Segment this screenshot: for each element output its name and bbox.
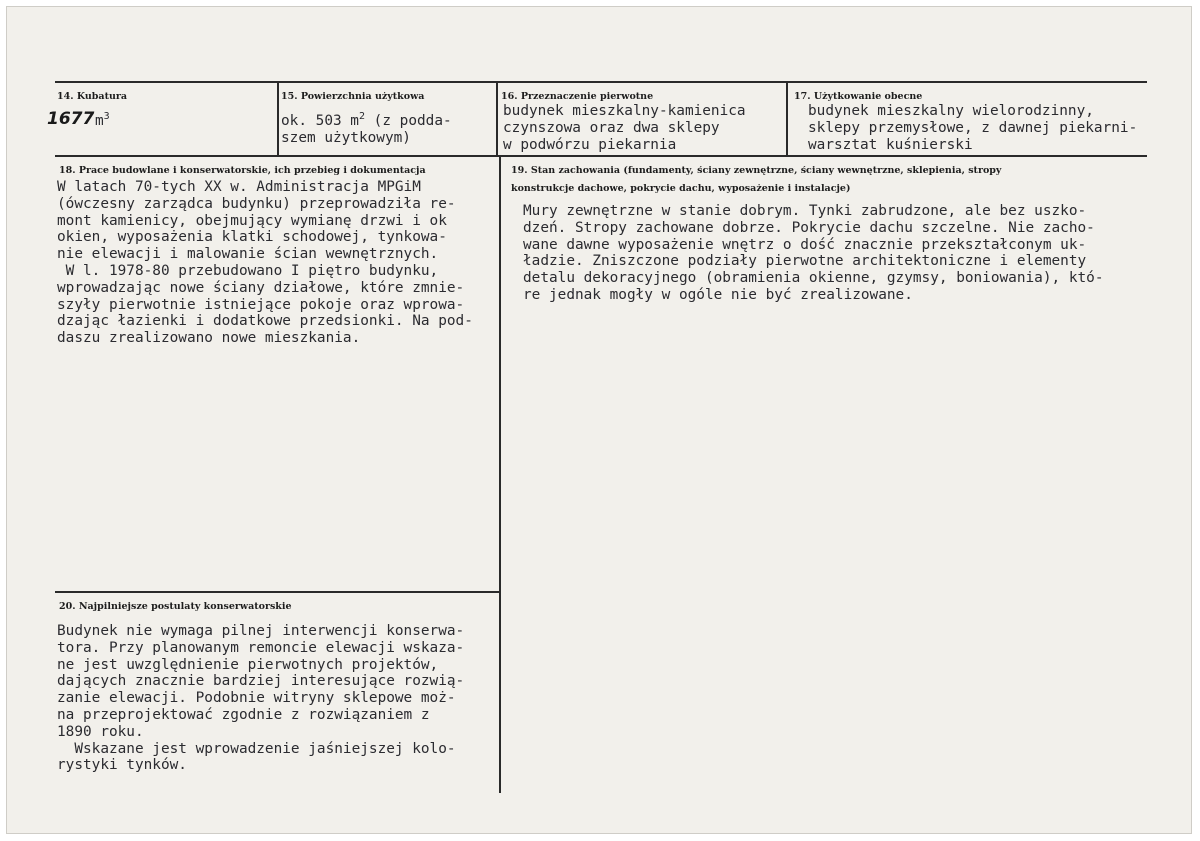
label-uzytkowanie: 17. Użytkowanie obecne: [794, 91, 923, 102]
uzytkowanie-value: budynek mieszkalny wielorodzinny, sklepy przemysłowe, z dawnej piekarni- warsztat kuśnierski: [808, 103, 1138, 153]
label-stan-line1: 19. Stan zachowania (fundamenty, ściany zewnętrzne, ściany wewnętrzne, sklepienia, stropy: [511, 165, 1002, 176]
postulaty-value: Budynek nie wymaga pilnej interwencji konserwa- tora. Przy planowanym remoncie elewacji wskaza- ne jest uwzględnienie pierwotnych projektów, dających znacznie bardziej interesujące rozwią- zanie elewacji. Podobnie witryny sklepowe moż- na przeprojektować zgodnie z rozwiązaniem z 1890 roku. Wskazane jest wprowadzenie jaśniejszej kolo- rystyki tynków.: [57, 623, 465, 774]
box-20-top-rule: [55, 591, 499, 593]
stan-value: Mury zewnętrzne w stanie dobrym. Tynki zabrudzone, ale bez uszko- dzeń. Stropy zachowane dobrze. Pokrycie dachu szczelne. Nie zacho- wane dawne wyposażenie wnętrz o dość znacznie przekształconym uk- ładzie. Zniszczone podziały pierwotne architektoniczne i elementy detalu dekoracyjnego (obramienia okienne, gzymsy, boniowania), któ- re jednak mogły w ogóle nie być zrealizowane.: [523, 203, 1104, 303]
label-przeznaczenie: 16. Przeznaczenie pierwotne: [501, 91, 654, 102]
divider-14-15: [277, 81, 279, 157]
prace-value: W latach 70-tych XX w. Administracja MPGiM (ówczesny zarządca budynku) przeprowadziła re- mont kamienicy, obejmujący wymianę drzwi i ok okien, wyposażenia klatki schodowej, tynkowa- nie elewacji i malowanie ścian wewnętrznych. W l. 1978-80 przebudowano I piętro budynku, wprowadzając nowe ściany działowe, które zmnie- szyły pierwotnie istniejące pokoje oraz wprowa- dzając łazienki i dodatkowe przedsionki. Na pod- daszu zrealizowano nowe mieszkania.: [57, 179, 473, 347]
top-rule: [55, 81, 1147, 83]
label-prace: 18. Prace budowlane i konserwatorskie, ich przebieg i dokumentacja: [59, 165, 426, 176]
kubatura-value: 1677: [47, 109, 95, 129]
label-powierzchnia: 15. Powierzchnia użytkowa: [281, 91, 425, 102]
kubatura-unit: $m^3$: [95, 111, 110, 129]
label-postulaty: 20. Najpilniejsze postulaty konserwatorskie: [59, 601, 292, 612]
record-card: [6, 6, 1192, 834]
divider-16-17: [786, 81, 788, 157]
label-kubatura: 14. Kubatura: [57, 91, 128, 102]
main-vertical-divider: [499, 157, 501, 793]
divider-15-16: [496, 81, 498, 157]
row1-bottom-rule: [55, 155, 1147, 157]
label-stan-line2: konstrukcje dachowe, pokrycie dachu, wyposażenie i instalacje): [511, 183, 851, 194]
powierzchnia-value: ok. 503 $m^2$ (z podda- szem użytkowym): [281, 111, 452, 146]
przeznaczenie-value: budynek mieszkalny-kamienica czynszowa oraz dwa sklepy w podwórzu piekarnia: [503, 103, 746, 153]
